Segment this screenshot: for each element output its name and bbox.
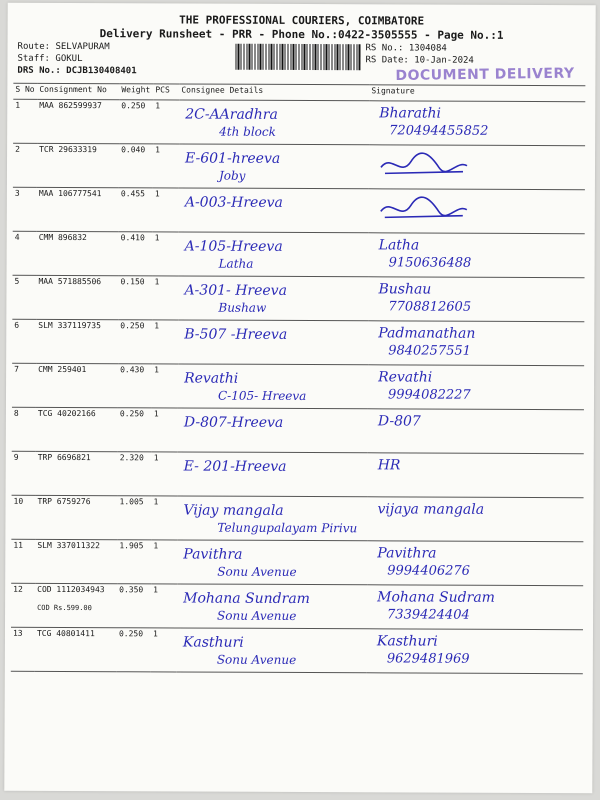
weight: 1.905	[117, 540, 151, 584]
signature-scribble	[379, 193, 469, 223]
consignee-details	[178, 276, 368, 321]
consignment-number	[35, 539, 117, 583]
consignee-line-1: B-507 -Hreeva	[184, 326, 288, 343]
consignment-number	[37, 99, 119, 143]
signature	[369, 101, 585, 146]
signature	[368, 277, 584, 322]
pieces: 1	[153, 188, 179, 232]
runsheet-table	[11, 83, 586, 674]
consignee-line-1: A-003-Hreeva	[184, 194, 283, 211]
consignment-number	[37, 231, 119, 275]
consignee-details	[177, 496, 367, 541]
consignee-line-1: A-301- Hreeva	[184, 282, 287, 299]
consignment-number-value: TRP 6759276	[37, 496, 91, 507]
staff-label: Staff: GOKUL	[17, 53, 83, 65]
consignee-details	[177, 584, 367, 629]
signature-line-2: 9994082227	[387, 387, 471, 403]
signature	[369, 189, 585, 234]
pieces: 1	[151, 628, 177, 672]
consignee-details	[179, 144, 369, 189]
document-delivery-stamp: DOCUMENT DELIVERY	[395, 65, 575, 84]
serial-number: 8	[12, 407, 36, 451]
signature-line-1: Pavithra	[377, 545, 437, 562]
weight: 0.250	[118, 320, 152, 364]
serial-number: 3	[13, 187, 37, 231]
consignee-details	[178, 364, 368, 409]
signature-line-1: vijaya mangala	[377, 501, 485, 518]
consignee-line-1: Vijay mangala	[183, 502, 284, 519]
consignment-number-value: COD 1112034943	[37, 584, 105, 595]
serial-number: 1	[13, 99, 37, 143]
consignment-number	[36, 319, 118, 363]
table-row	[12, 451, 584, 497]
signature-line-1: Padmanathan	[378, 325, 476, 342]
pieces: 1	[153, 232, 179, 276]
table-row	[11, 583, 583, 629]
consignee-line-2: 4th block	[219, 124, 276, 139]
weight: 0.430	[118, 364, 152, 408]
signature-line-1: Mohana Sudram	[377, 589, 495, 606]
serial-number: 4	[13, 231, 37, 275]
pieces: 1	[152, 276, 178, 320]
table-row	[12, 275, 584, 321]
pieces: 1	[152, 408, 178, 452]
consignment-number	[35, 583, 117, 627]
consignee-details	[177, 628, 367, 673]
table-row	[13, 231, 585, 277]
consignee-line-1: Pavithra	[183, 546, 243, 563]
serial-number: 10	[11, 495, 35, 539]
signature-line-1: D-807	[377, 413, 421, 430]
table-row	[12, 363, 584, 409]
consignment-number	[36, 275, 118, 319]
consignee-details	[179, 100, 369, 145]
signature	[368, 321, 584, 366]
column-header: Signature	[369, 85, 585, 102]
signature-line-2: 7339424404	[387, 607, 470, 623]
column-header: Weight	[119, 84, 153, 100]
signature-line-1: Bharathi	[379, 105, 442, 122]
consignee-line-1: E- 201-Hreeva	[183, 458, 287, 475]
signature	[367, 585, 583, 630]
signature	[367, 541, 583, 586]
serial-number: 2	[13, 143, 37, 187]
serial-number: 11	[11, 539, 35, 583]
consignee-line-1: 2C-AAradhra	[185, 106, 278, 123]
consignee-line-2: Latha	[218, 256, 254, 271]
pieces: 1	[152, 320, 178, 364]
route-label: Route: SELVAPURAM	[17, 41, 110, 53]
signature-line-1: Bushau	[378, 281, 432, 298]
table-row	[13, 143, 585, 189]
drs-number: DRS No.: DCJB130408401	[17, 65, 137, 77]
weight: 0.350	[117, 584, 151, 628]
signature	[368, 453, 584, 498]
signature-line-1: Latha	[378, 237, 420, 254]
rs-number: RS No.: 1304084	[365, 43, 447, 54]
serial-number: 6	[12, 319, 36, 363]
consignment-number-value: TCG 40202166	[37, 408, 96, 419]
pieces: 1	[153, 100, 179, 144]
serial-number: 12	[11, 583, 35, 627]
pieces: 1	[151, 584, 177, 628]
signature-line-1: Revathi	[378, 369, 433, 386]
consignment-number-value: TRP 6696821	[37, 452, 91, 463]
consignee-details	[178, 320, 368, 365]
consignment-number	[35, 627, 117, 671]
consignee-details	[178, 408, 368, 453]
consignee-line-2: Telungupalayam Pirivu	[217, 520, 358, 536]
weight: 1.005	[117, 496, 151, 540]
consignee-line-1: Mohana Sundram	[183, 590, 311, 608]
consignment-number	[37, 187, 119, 231]
consignee-line-2: C-105- Hreeva	[217, 388, 307, 404]
consignment-number-value: SLM 337119735	[38, 320, 101, 331]
table-row	[12, 319, 584, 365]
cod-amount: COD Rs.599.00	[37, 603, 92, 613]
rs-block	[365, 42, 473, 66]
table-row	[11, 627, 583, 673]
pieces: 1	[152, 452, 178, 496]
signature-line-2: 9994406276	[387, 563, 470, 579]
rs-date: RS Date: 10-Jan-2024	[365, 55, 474, 66]
consignment-number	[36, 363, 118, 407]
signature	[369, 145, 585, 190]
consignee-line-1: D-807-Hreeva	[183, 414, 284, 431]
table-row	[13, 99, 585, 145]
consignment-number-value: MAA 571885506	[38, 276, 102, 287]
consignment-number	[35, 495, 117, 539]
weight: 0.410	[119, 232, 153, 276]
consignee-line-2: Bushaw	[218, 300, 267, 315]
weight: 0.250	[117, 628, 151, 672]
document-title: THE PROFESSIONAL COURIERS, COIMBATORE	[179, 13, 425, 28]
consignee-line-1: Kasthuri	[182, 634, 244, 651]
consignee-details	[178, 452, 368, 497]
signature-line-1: Kasthuri	[376, 633, 438, 650]
signature-line-2: 9150636488	[388, 255, 472, 271]
route-staff-block	[17, 41, 136, 78]
column-header: S No	[13, 83, 37, 99]
consignee-line-1: E-601-hreeva	[185, 150, 281, 167]
consignee-details	[177, 540, 367, 585]
consignment-number-value: MAA 862599937	[39, 100, 102, 111]
signature-scribble	[379, 149, 469, 179]
consignee-line-2: Sonu Avenue	[216, 652, 297, 667]
pieces: 1	[151, 496, 177, 540]
document-subtitle: Delivery Runsheet - PRR - Phone No.:0422-3505555 - Page No.:1	[99, 27, 504, 42]
signature-line-2: 7708812605	[388, 299, 472, 315]
consignment-number	[36, 451, 118, 495]
weight: 2.320	[118, 452, 152, 496]
signature	[368, 409, 584, 454]
weight: 0.150	[118, 276, 152, 320]
consignee-line-1: Revathi	[184, 370, 239, 387]
consignee-line-2: Sonu Avenue	[217, 608, 297, 623]
pieces: 1	[152, 364, 178, 408]
serial-number: 5	[12, 275, 36, 319]
column-header: Consignee Details	[179, 84, 369, 101]
serial-number: 13	[11, 627, 35, 671]
signature-line-2: 720494455852	[389, 123, 489, 139]
table-row	[11, 539, 583, 585]
consignee-line-2: Sonu Avenue	[217, 564, 297, 579]
consignee-line-2: Joby	[218, 168, 246, 183]
weight: 0.040	[119, 144, 153, 188]
consignee-details	[179, 232, 369, 277]
consignee-details	[179, 188, 369, 233]
pieces: 1	[153, 144, 179, 188]
consignment-number-value: MAA 106777541	[38, 188, 102, 199]
consignment-number-value: TCG 40801411	[36, 628, 95, 639]
consignment-number-value: CMM 259401	[38, 364, 87, 375]
signature	[367, 629, 583, 674]
weight: 0.250	[119, 100, 153, 144]
consignment-number	[36, 407, 118, 451]
signature-line-2: 9840257551	[388, 343, 471, 359]
signature	[369, 233, 585, 278]
barcode	[235, 44, 360, 71]
pieces: 1	[151, 540, 177, 584]
consignment-number	[37, 143, 119, 187]
consignment-number-value: SLM 337011322	[37, 540, 100, 551]
table-row	[11, 495, 583, 541]
serial-number: 9	[12, 451, 36, 495]
weight: 0.455	[119, 188, 153, 232]
signature	[367, 497, 583, 542]
serial-number: 7	[12, 363, 36, 407]
consignment-number-value: TCR 29633319	[39, 144, 97, 155]
weight: 0.250	[118, 408, 152, 452]
column-header: PCS	[153, 84, 179, 100]
signature-line-2: 9629481969	[386, 651, 470, 667]
signature-line-1: HR	[377, 457, 401, 474]
table-row	[13, 187, 585, 233]
column-header: Consignment No	[37, 83, 119, 99]
signature	[368, 365, 584, 410]
consignment-number-value: CMM 896832	[38, 232, 87, 243]
runsheet-page	[4, 3, 595, 794]
table-row	[12, 407, 584, 453]
consignee-line-1: A-105-Hreeva	[184, 238, 283, 255]
